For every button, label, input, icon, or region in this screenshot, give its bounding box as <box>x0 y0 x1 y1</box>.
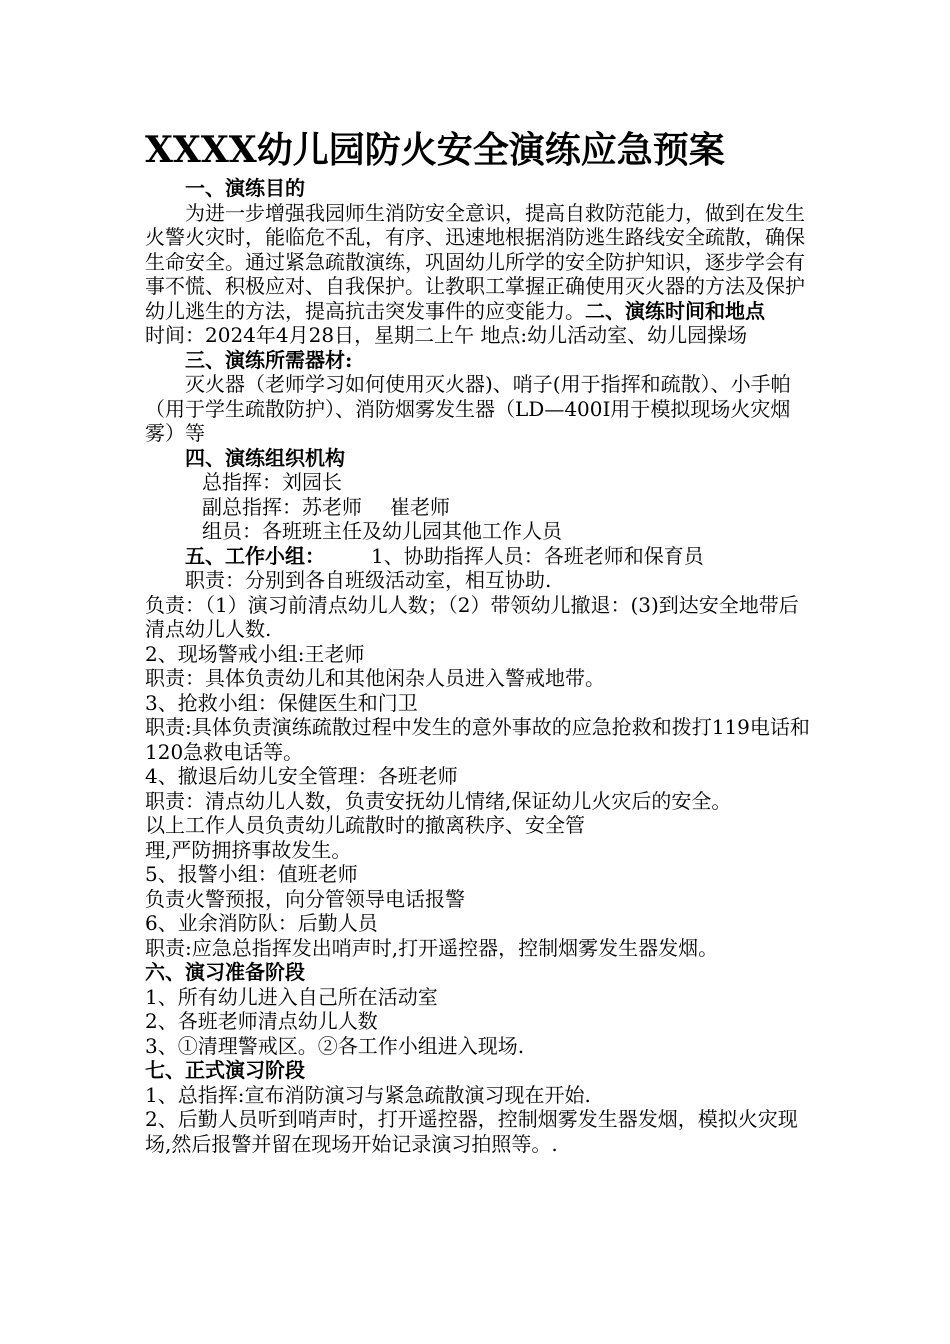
group-2-title: 2、现场警戒小组:王老师 <box>145 641 365 666</box>
group-3-duty: 职责:具体负责演练疏散过程中发生的意外事故的应急抢救和拨打119电话和120急救电话等。 <box>145 715 810 764</box>
section-1-body <box>145 201 815 324</box>
section-5-heading: 五、工作小组： <box>185 543 325 568</box>
section-3-body: 灭火器（老师学习如何使用灭火器)、哨子(用于指挥和疏散）、小手帕（用于学生疏散防护）、消防烟雾发生器（LD—400I用于模拟现场火灾烟雾）等 <box>145 372 791 445</box>
group-1-title: 1、协助指挥人员：各班老师和保育员 <box>371 543 704 568</box>
group-1-duty: 职责：分别到各自班级活动室，相互协助. <box>185 568 552 592</box>
section-1-heading: 一、演练目的 <box>185 176 305 200</box>
deputy-2: 崔老师 <box>390 494 450 519</box>
group-4-title: 4、撤退后幼儿安全管理：各班老师 <box>145 764 458 788</box>
drill-place: 地点:幼儿活动室、幼儿园操场 <box>480 323 748 347</box>
group-6-duty: 职责:应急总指挥发出哨声时,打开遥控器，控制烟雾发生器发烟。 <box>145 935 719 960</box>
group-3-title: 3、抢救小组：保健医生和门卫 <box>145 690 418 715</box>
prep-item-3: 3、①清理警戒区。②各工作小组进入现场. <box>145 1033 525 1058</box>
document-page <box>145 128 815 1156</box>
section-6-heading: 六、演习准备阶段 <box>145 960 305 984</box>
section-4-heading: 四、演练组织机构 <box>185 445 345 470</box>
group-4-note-2: 理,严防拥挤事故发生。 <box>145 837 352 862</box>
members-line: 组员：各班班主任及幼儿园其他工作人员 <box>202 519 562 543</box>
deputy-line <box>145 495 815 520</box>
section-2-heading: 二、演练时间和地点 <box>585 298 765 323</box>
drill-item-1: 1、总指挥:宣布消防演习与紧急疏散演习现在开始. <box>145 1082 591 1107</box>
drill-item-2: 2、后勤人员听到哨声时，打开遥控器，控制烟雾发生器发烟，模拟火灾现场,然后报警并留在现场开始记录演习拍照等。. <box>145 1107 798 1156</box>
group-1-resp: 负责：（1）演习前清点幼儿人数；（2）带领幼儿撤退：(3)到达安全地带后清点幼儿人数. <box>145 592 799 641</box>
drill-time: 时间：2024年4月28日，星期二上午 <box>145 323 475 347</box>
group-6-title: 6、业余消防队：后勤人员 <box>145 911 378 935</box>
section-7-heading: 七、正式演习阶段 <box>145 1058 305 1082</box>
prep-item-1: 1、所有幼儿进入自己所在活动室 <box>145 984 438 1009</box>
prep-item-2: 2、各班老师清点幼儿人数 <box>145 1009 378 1033</box>
section-2-info <box>145 323 815 348</box>
group-2-duty: 职责：具体负责幼儿和其他闲杂人员进入警戒地带。 <box>145 666 605 690</box>
group-4-duty: 职责：清点幼儿人数，负责安抚幼儿情绪,保证幼儿火灾后的安全。 <box>145 788 732 813</box>
commander-line: 总指挥：刘园长 <box>202 470 342 494</box>
group-5-duty: 负责火警预报，向分管领导电话报警 <box>145 886 465 911</box>
group-5-title: 5、报警小组：值班老师 <box>145 862 358 886</box>
section-3-heading: 三、演练所需器材: <box>185 347 353 372</box>
document-title: XXXX幼儿园防火安全演练应急预案 <box>145 129 725 171</box>
group-4-note-1: 以上工作人员负责幼儿疏散时的撤离秩序、安全管 <box>145 813 585 837</box>
section-1-text: 为进一步增强我园师生消防安全意识，提高自救防范能力，做到在发生火警火灾时，能临危不乱，有序、迅速地根据消防逃生路线安全疏散，确保生命安全。通过紧急疏散演练，巩固幼儿所学的安全防护知识，逐步学会有事不慌、积极应对、自我保护。让教职工掌握正确使用灭火器的方法及保护幼儿逃生的方法，提高抗击突发事件的应变能力。 <box>145 200 805 323</box>
deputy-1: 副总指挥：苏老师 <box>202 494 362 519</box>
section-5-heading-line <box>145 544 815 569</box>
